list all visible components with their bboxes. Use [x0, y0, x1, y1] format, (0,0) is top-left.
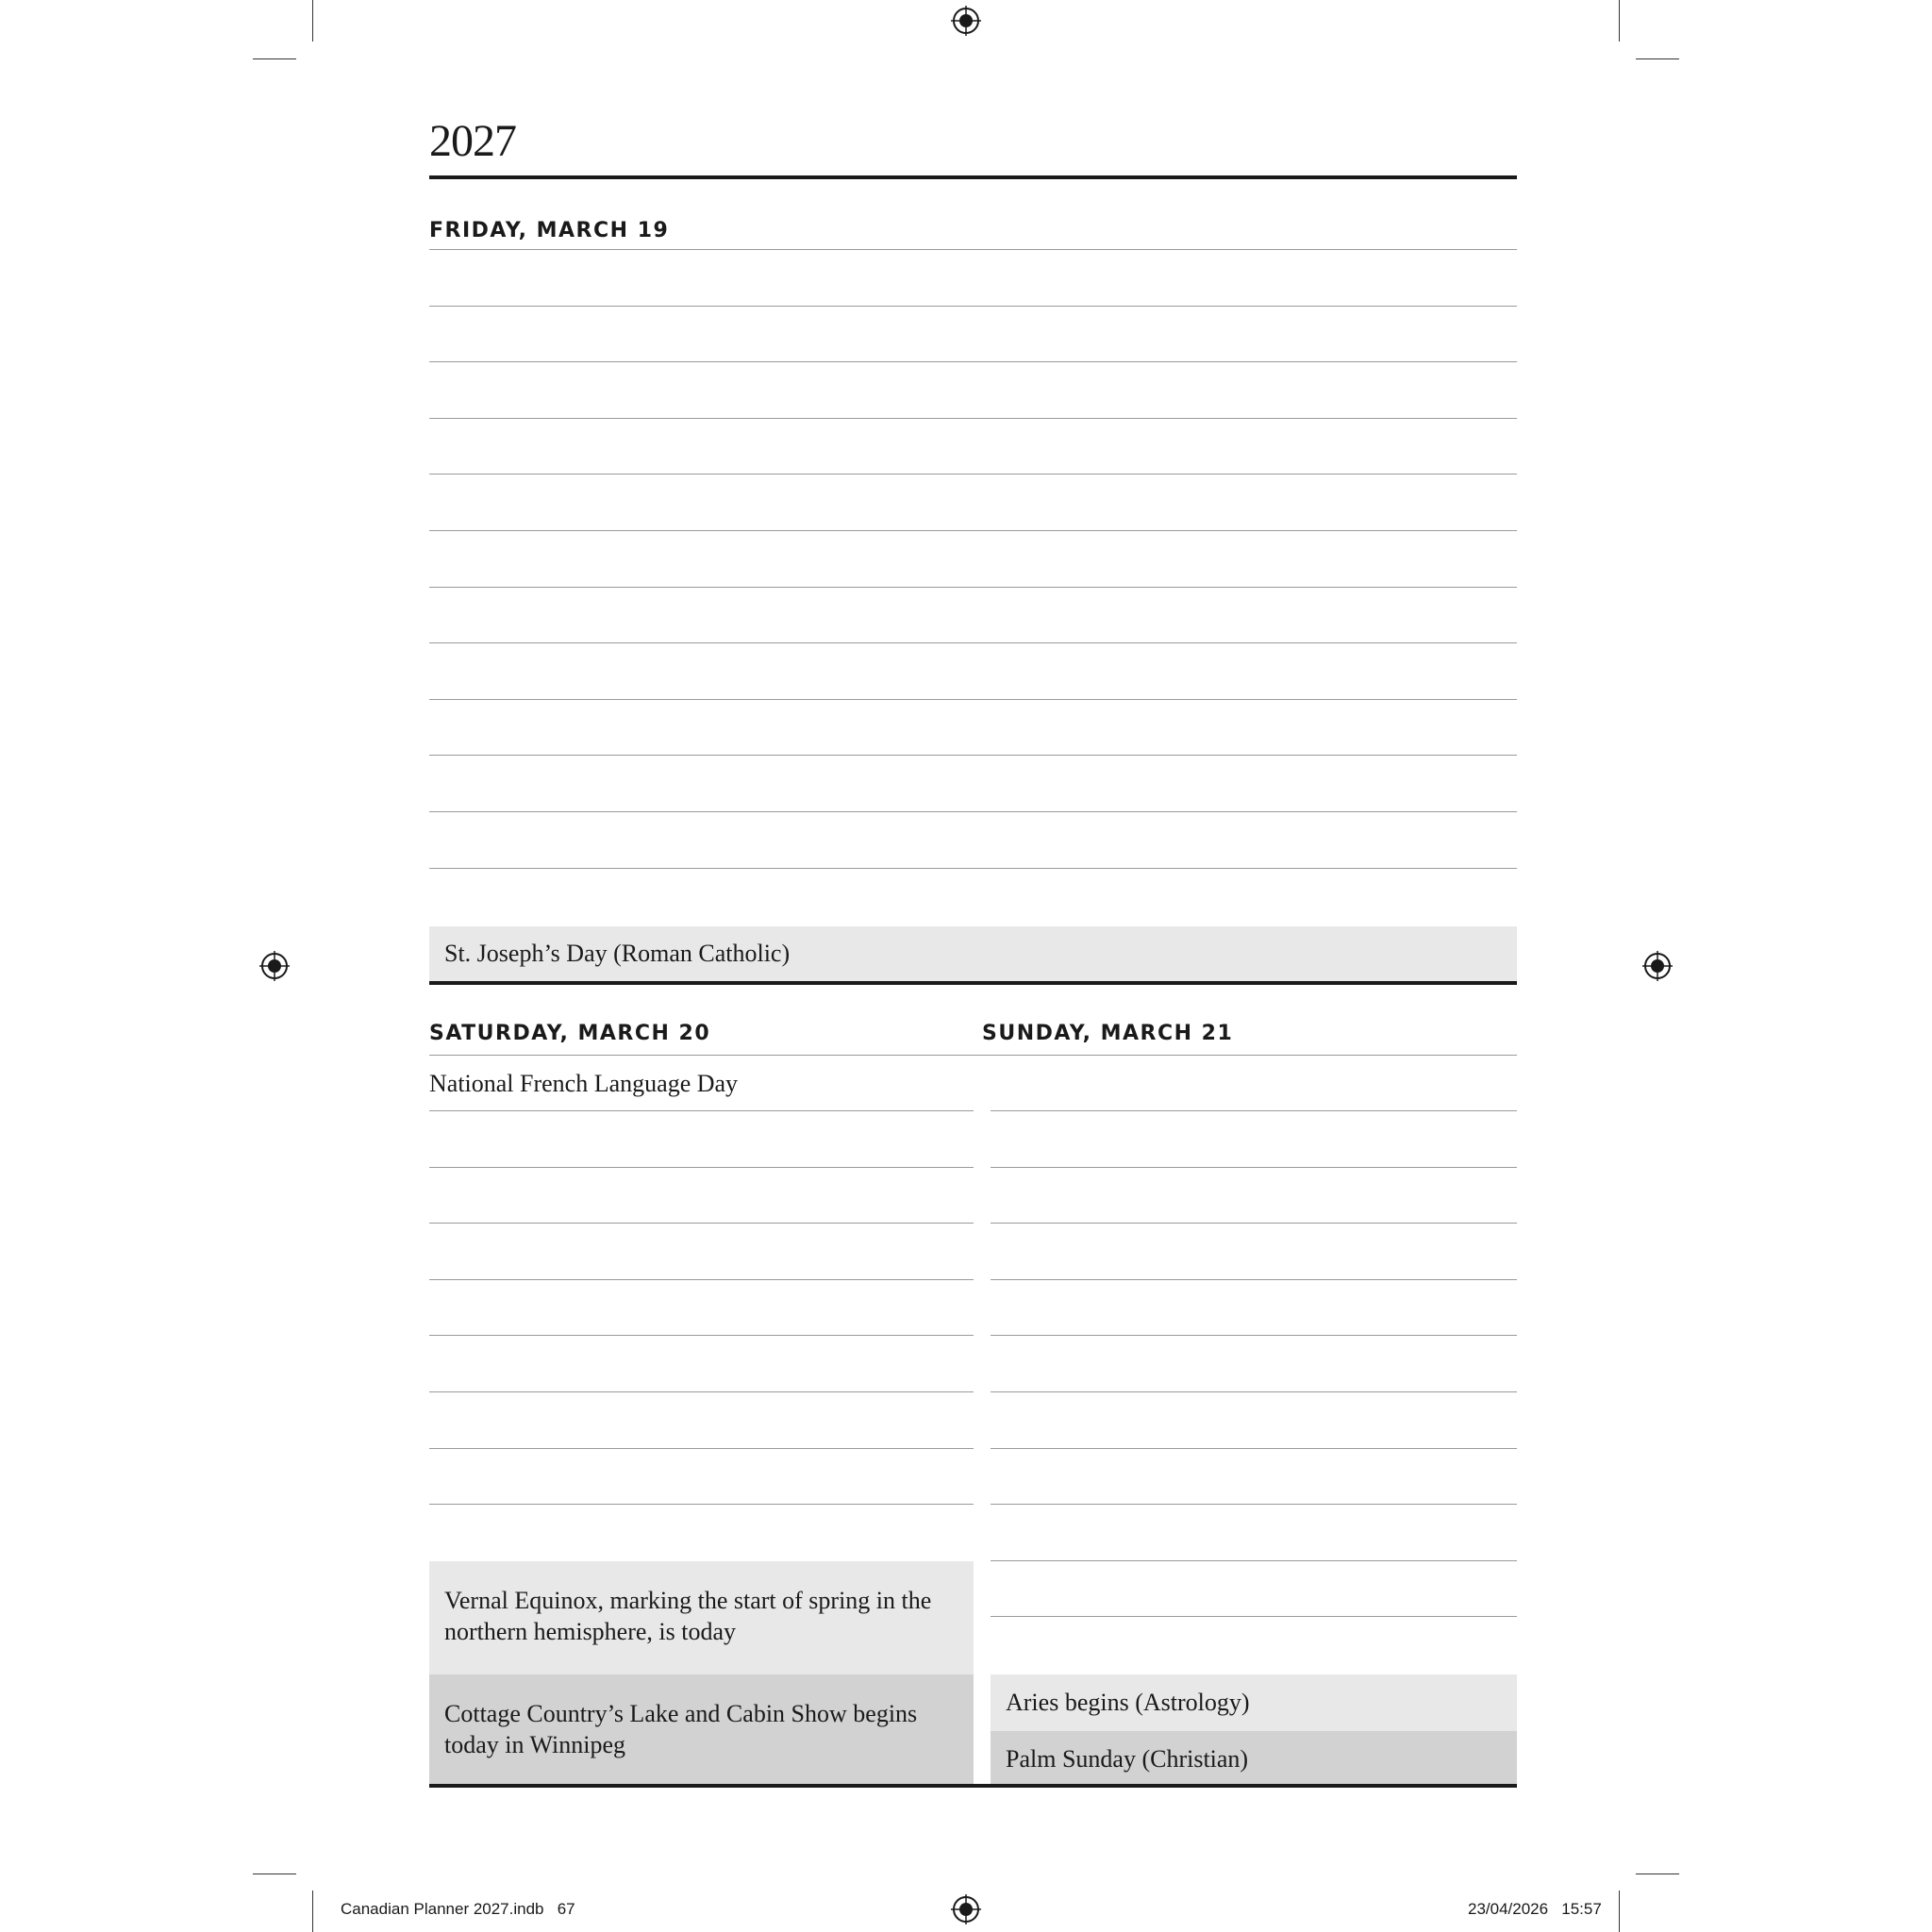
saturday-note-cabin-show	[429, 1674, 974, 1784]
writing-line	[429, 587, 1517, 588]
writing-line	[991, 1391, 1517, 1392]
sunday-note-aries: Aries begins (Astrology)	[991, 1674, 1517, 1731]
slug-timestamp	[1468, 1901, 1602, 1917]
writing-line	[991, 1167, 1517, 1168]
registration-mark-icon	[1642, 951, 1673, 981]
page-title: 2027	[429, 116, 516, 166]
writing-line	[991, 1616, 1517, 1617]
crop-mark	[1619, 1890, 1620, 1932]
day-heading-friday: FRIDAY, MARCH 19	[429, 219, 670, 242]
writing-line	[991, 1448, 1517, 1449]
crop-mark	[312, 1890, 313, 1932]
writing-line	[429, 1391, 974, 1392]
registration-mark-icon	[259, 951, 290, 981]
writing-line	[991, 1110, 1517, 1111]
writing-line	[429, 811, 1517, 812]
crop-mark	[253, 58, 296, 59]
writing-line	[429, 868, 1517, 869]
writing-line	[429, 306, 1517, 307]
writing-line	[991, 1279, 1517, 1280]
saturday-note-cabin-show-text: Cottage Country’s Lake and Cabin Show begins today in Winnipeg	[444, 1700, 918, 1758]
slug-date: 23/04/2026	[1468, 1900, 1549, 1918]
writing-line	[429, 755, 1517, 756]
writing-line	[429, 699, 1517, 700]
writing-line	[429, 249, 1517, 250]
day-heading-sunday: SUNDAY, MARCH 21	[982, 1022, 1234, 1045]
writing-line	[429, 1335, 974, 1336]
friday-divider	[429, 981, 1517, 985]
writing-line	[429, 1110, 974, 1111]
saturday-note-equinox-text: Vernal Equinox, marking the start of spring in the northern hemisphere, is today	[444, 1587, 932, 1645]
writing-line	[429, 1504, 974, 1505]
crop-mark	[312, 0, 313, 42]
slug-page-number: 67	[557, 1900, 575, 1918]
heading-rule	[429, 1055, 1517, 1056]
writing-line	[429, 530, 1517, 531]
writing-line	[991, 1223, 1517, 1224]
day-heading-saturday: SATURDAY, MARCH 20	[429, 1022, 711, 1045]
writing-line	[429, 1167, 974, 1168]
registration-mark-icon	[951, 6, 981, 36]
writing-line	[991, 1560, 1517, 1561]
sunday-note-palm-sunday: Palm Sunday (Christian)	[991, 1731, 1517, 1784]
friday-note: St. Joseph’s Day (Roman Catholic)	[429, 926, 1517, 981]
slug-time: 15:57	[1561, 1900, 1602, 1918]
writing-line	[429, 361, 1517, 362]
writing-line	[429, 1279, 974, 1280]
crop-mark	[1636, 58, 1679, 59]
slug-filename: Canadian Planner 2027.indb	[341, 1900, 544, 1918]
slug-file	[341, 1901, 575, 1917]
writing-line	[429, 418, 1517, 419]
writing-line	[429, 474, 1517, 475]
writing-line	[991, 1504, 1517, 1505]
header-divider	[429, 175, 1517, 179]
writing-line	[429, 642, 1517, 643]
bottom-divider	[429, 1784, 1517, 1788]
registration-mark-icon	[951, 1894, 981, 1924]
crop-mark	[1619, 0, 1620, 42]
saturday-note-equinox	[429, 1561, 974, 1674]
writing-line	[429, 1448, 974, 1449]
writing-line	[429, 1223, 974, 1224]
saturday-first-line: National French Language Day	[429, 1070, 739, 1097]
writing-line	[991, 1335, 1517, 1336]
